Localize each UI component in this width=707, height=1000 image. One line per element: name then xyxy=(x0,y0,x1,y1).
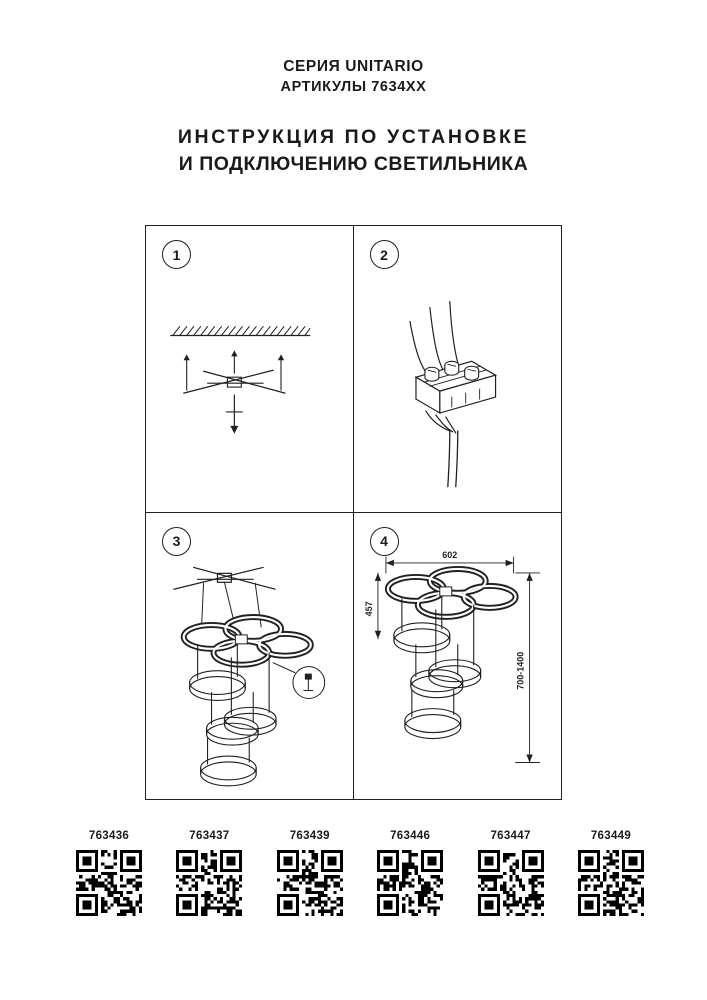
step-number-badge-3: 3 xyxy=(162,527,191,556)
qr-label: 763437 xyxy=(189,830,230,842)
qr-image[interactable] xyxy=(277,850,343,916)
qr-item xyxy=(572,830,650,916)
qr-image[interactable] xyxy=(176,850,242,916)
title-line-1: ИНСТРУКЦИЯ ПО УСТАНОВКЕ xyxy=(177,126,530,148)
qr-code-row xyxy=(70,830,650,916)
qr-label: 763447 xyxy=(490,830,531,842)
document-header xyxy=(0,56,707,178)
title-line-2: И ПОДКЛЮЧЕНИЮ СВЕТИЛЬНИКА xyxy=(178,153,529,175)
step-panel-2 xyxy=(354,226,562,513)
step-illustration-1 xyxy=(146,226,353,512)
step-panel-1 xyxy=(146,226,354,513)
step-number-badge-4: 4 xyxy=(370,527,399,556)
step-illustration-3 xyxy=(146,513,353,800)
document-title xyxy=(0,124,707,178)
step-number-badge-1: 1 xyxy=(162,240,191,269)
dimension-suspension-text: 700-1400 xyxy=(515,651,526,690)
dimension-height-text: 457 xyxy=(363,600,374,616)
qr-label: 763436 xyxy=(88,830,130,842)
qr-image[interactable] xyxy=(377,850,443,916)
qr-item xyxy=(271,830,349,916)
step-panel-4 xyxy=(354,513,562,800)
qr-image[interactable] xyxy=(76,850,142,916)
qr-label: 763439 xyxy=(289,830,330,842)
step-illustration-2 xyxy=(354,226,562,512)
qr-item xyxy=(70,830,148,916)
step-panel-3 xyxy=(146,513,354,800)
qr-item xyxy=(371,830,449,916)
instruction-steps-grid xyxy=(145,225,562,800)
qr-image[interactable] xyxy=(578,850,644,916)
qr-item xyxy=(170,830,248,916)
qr-item xyxy=(472,830,550,916)
dimension-width-text: 602 xyxy=(441,549,457,560)
article-label: АРТИКУЛЫ 7634XX xyxy=(280,79,427,95)
qr-label: 763446 xyxy=(390,830,431,842)
qr-image[interactable] xyxy=(478,850,544,916)
step-number-badge-2: 2 xyxy=(370,240,399,269)
step-illustration-4 xyxy=(354,513,562,800)
series-label: СЕРИЯ UNITARIO xyxy=(283,58,424,75)
qr-label: 763449 xyxy=(590,830,632,842)
